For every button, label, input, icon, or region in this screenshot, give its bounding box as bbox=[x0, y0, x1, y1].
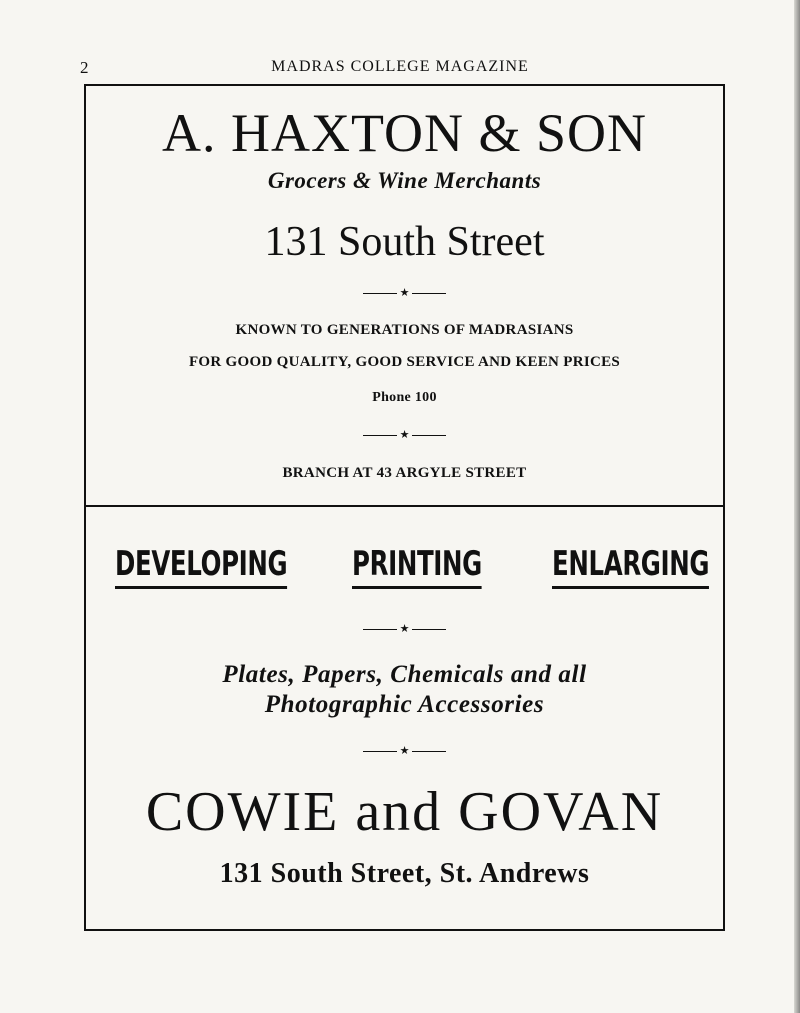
page-number: 2 bbox=[80, 58, 89, 77]
star-ornament bbox=[84, 430, 725, 441]
star-icon: ★ bbox=[399, 623, 410, 635]
supplies-text bbox=[84, 660, 725, 720]
service-developing: DEVELOPING bbox=[115, 544, 287, 589]
advertisement-divider bbox=[84, 505, 725, 507]
star-ornament bbox=[84, 746, 725, 757]
haxton-trade-line: Grocers & Wine Merchants bbox=[267, 168, 542, 193]
haxton-quality-line: FOR GOOD QUALITY, GOOD SERVICE AND KEEN PRICES bbox=[188, 354, 621, 370]
haxton-address: 131 South Street bbox=[264, 219, 545, 265]
running-title: MADRAS COLLEGE MAGAZINE bbox=[271, 58, 529, 75]
star-icon: ★ bbox=[399, 429, 410, 441]
star-ornament bbox=[84, 288, 725, 299]
haxton-phone: Phone 100 bbox=[372, 390, 437, 405]
haxton-known-line: KNOWN TO GENERATIONS OF MADRASIANS bbox=[235, 322, 574, 338]
cowie-address: 131 South Street, St. Andrews bbox=[219, 858, 590, 889]
cowie-business-name: COWIE and GOVAN bbox=[145, 781, 664, 843]
haxton-branch: BRANCH AT 43 ARGYLE STREET bbox=[282, 465, 527, 481]
service-enlarging: ENLARGING bbox=[552, 544, 709, 589]
supplies-line-1: Plates, Papers, Chemicals and all bbox=[222, 661, 587, 688]
haxton-business-name: A. HAXTON & SON bbox=[161, 103, 648, 163]
star-icon: ★ bbox=[399, 287, 410, 299]
service-printing: PRINTING bbox=[352, 544, 482, 589]
star-icon: ★ bbox=[399, 745, 410, 757]
page-edge-shadow bbox=[794, 0, 800, 1013]
supplies-line-2: Photographic Accessories bbox=[264, 691, 545, 718]
star-ornament bbox=[84, 624, 725, 635]
